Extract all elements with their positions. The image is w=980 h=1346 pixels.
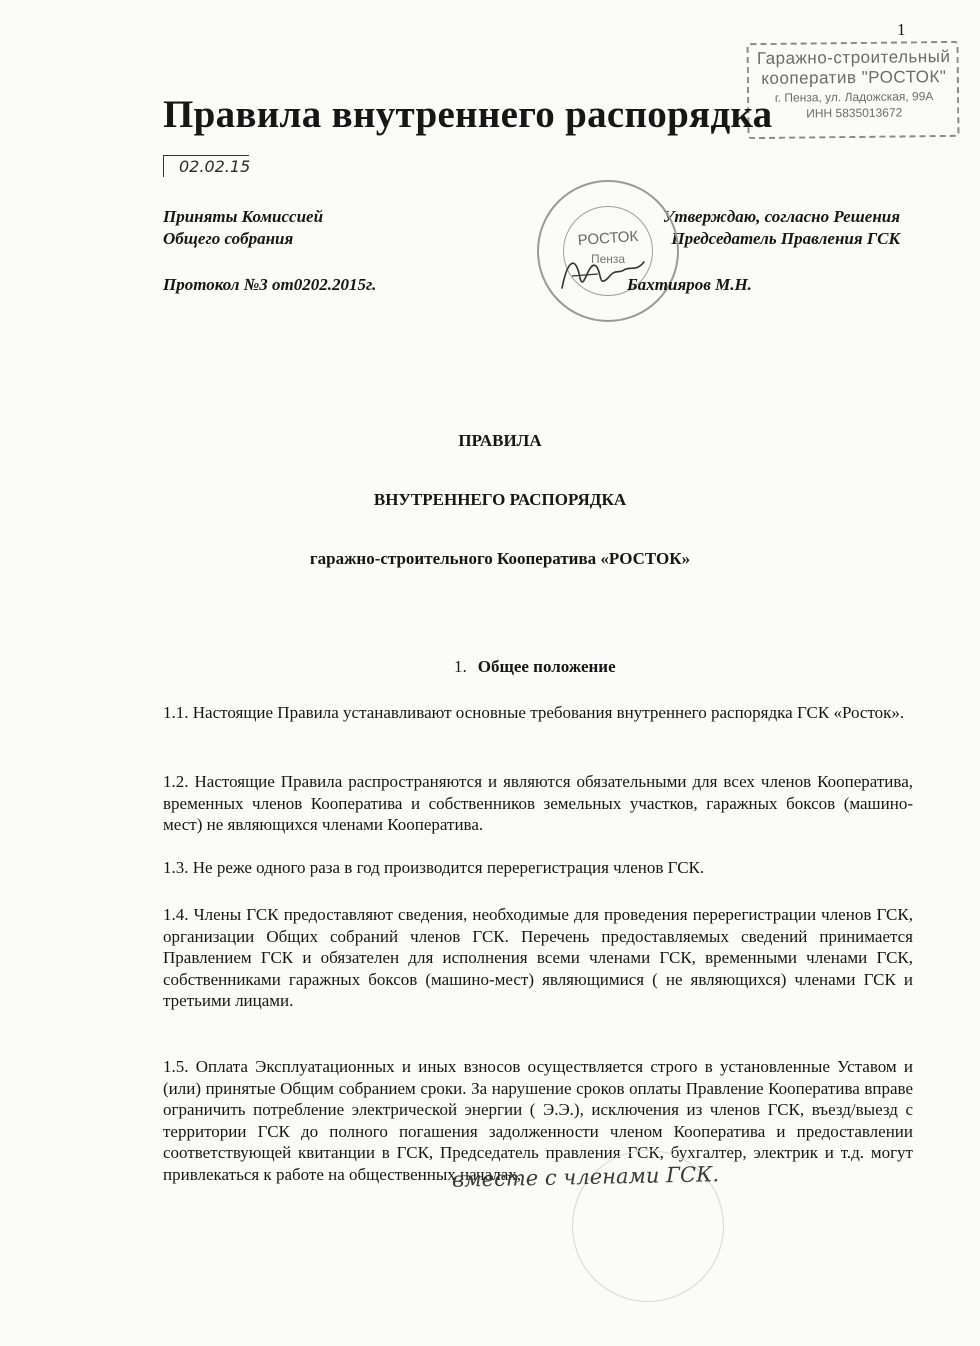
approval-block (663, 206, 900, 250)
paragraph-1-3: 1.3. Не реже одного раза в год производится перерегистрация членов ГСК. (163, 858, 705, 877)
stamp-line-1: Гаражно-строительный (756, 46, 951, 69)
approval-line-1: Утверждаю, согласно Решения (662, 207, 900, 226)
protocol-reference: Протокол №3 от0202.2015г. (163, 275, 377, 294)
heading-cooperative: гаражно-строительного Кооператива «РОСТОК» (309, 549, 691, 568)
heading-rules: ПРАВИЛА (458, 431, 542, 450)
chairman-name: Бахтияров М.Н. (627, 275, 752, 294)
paragraph-1-2: 1.2. Настоящие Правила распространяются и являются обязательными для всех членов Кооператива, временных членов Кооператива и собственников земельных участков, гаражных боксов (машино-мест) не являющихся членами Кооператива. (163, 772, 913, 834)
approval-line-2: Председатель Правления ГСК (671, 229, 900, 248)
section-title: Общее положение (477, 657, 616, 676)
document-title: Правила внутреннего распорядка (163, 93, 773, 136)
stamp-line-4: ИНН 5835013672 (806, 105, 903, 121)
organization-stamp (747, 41, 960, 139)
adopted-block (163, 206, 323, 250)
adopted-line-1: Приняты Комиссией (163, 207, 324, 226)
seal-word: РОСТОК (577, 227, 639, 250)
adopted-line-2: Общего собрания (163, 229, 294, 248)
paragraph-1-4: 1.4. Члены ГСК предоставляют сведения, необходимые для проведения перерегистрации членов ГСК, организации Общих собраний членов ГСК. Перечень предоставляемых сведений принимается Правлением ГСК и обязателен для исполнения всеми членами ГСК, временными членами ГСК, собственниками гаражных боксов (машино-мест) являющимися ( не являющихся) членами ГСК и третьими лицами. (163, 905, 913, 1010)
section-heading (454, 657, 616, 677)
stamp-line-2: кооператив "РОСТОК" (761, 67, 947, 88)
stamp-line-3: г. Пенза, ул. Ладожская, 99А (774, 89, 934, 105)
page-number: 1 (897, 20, 906, 39)
section-number: 1. (454, 657, 467, 676)
handwritten-note: вместе с членами ГСК. (451, 1162, 720, 1192)
seal-city: Пенза (590, 252, 626, 266)
paragraph-1-5: 1.5. Оплата Эксплуатационных и иных взносов осуществляется строго в установленные Уставом и (или) принятые Общим собранием сроки. За нарушение сроков оплаты Правление Кооператива вправе ограничить потребление электрической энергии ( Э.Э.), исключения из членов ГСК, въезд/выезд с территории ГСК до полного погашения задолженности членом Кооператива и предоставлении соответствующей квитанции в ГСК, Председатель правления ГСК, бухгалтер, электрик и т.д. могут привлекаться к работе на общественных началах, (163, 1057, 913, 1184)
paragraph-1-1: 1.1. Настоящие Правила устанавливают основные требования внутреннего распорядка ГСК «Росток». (163, 703, 905, 722)
heading-internal-order: ВНУТРЕННЕГО РАСПОРЯДКА (373, 490, 627, 509)
handwritten-date: 02.02.15 (163, 155, 249, 177)
